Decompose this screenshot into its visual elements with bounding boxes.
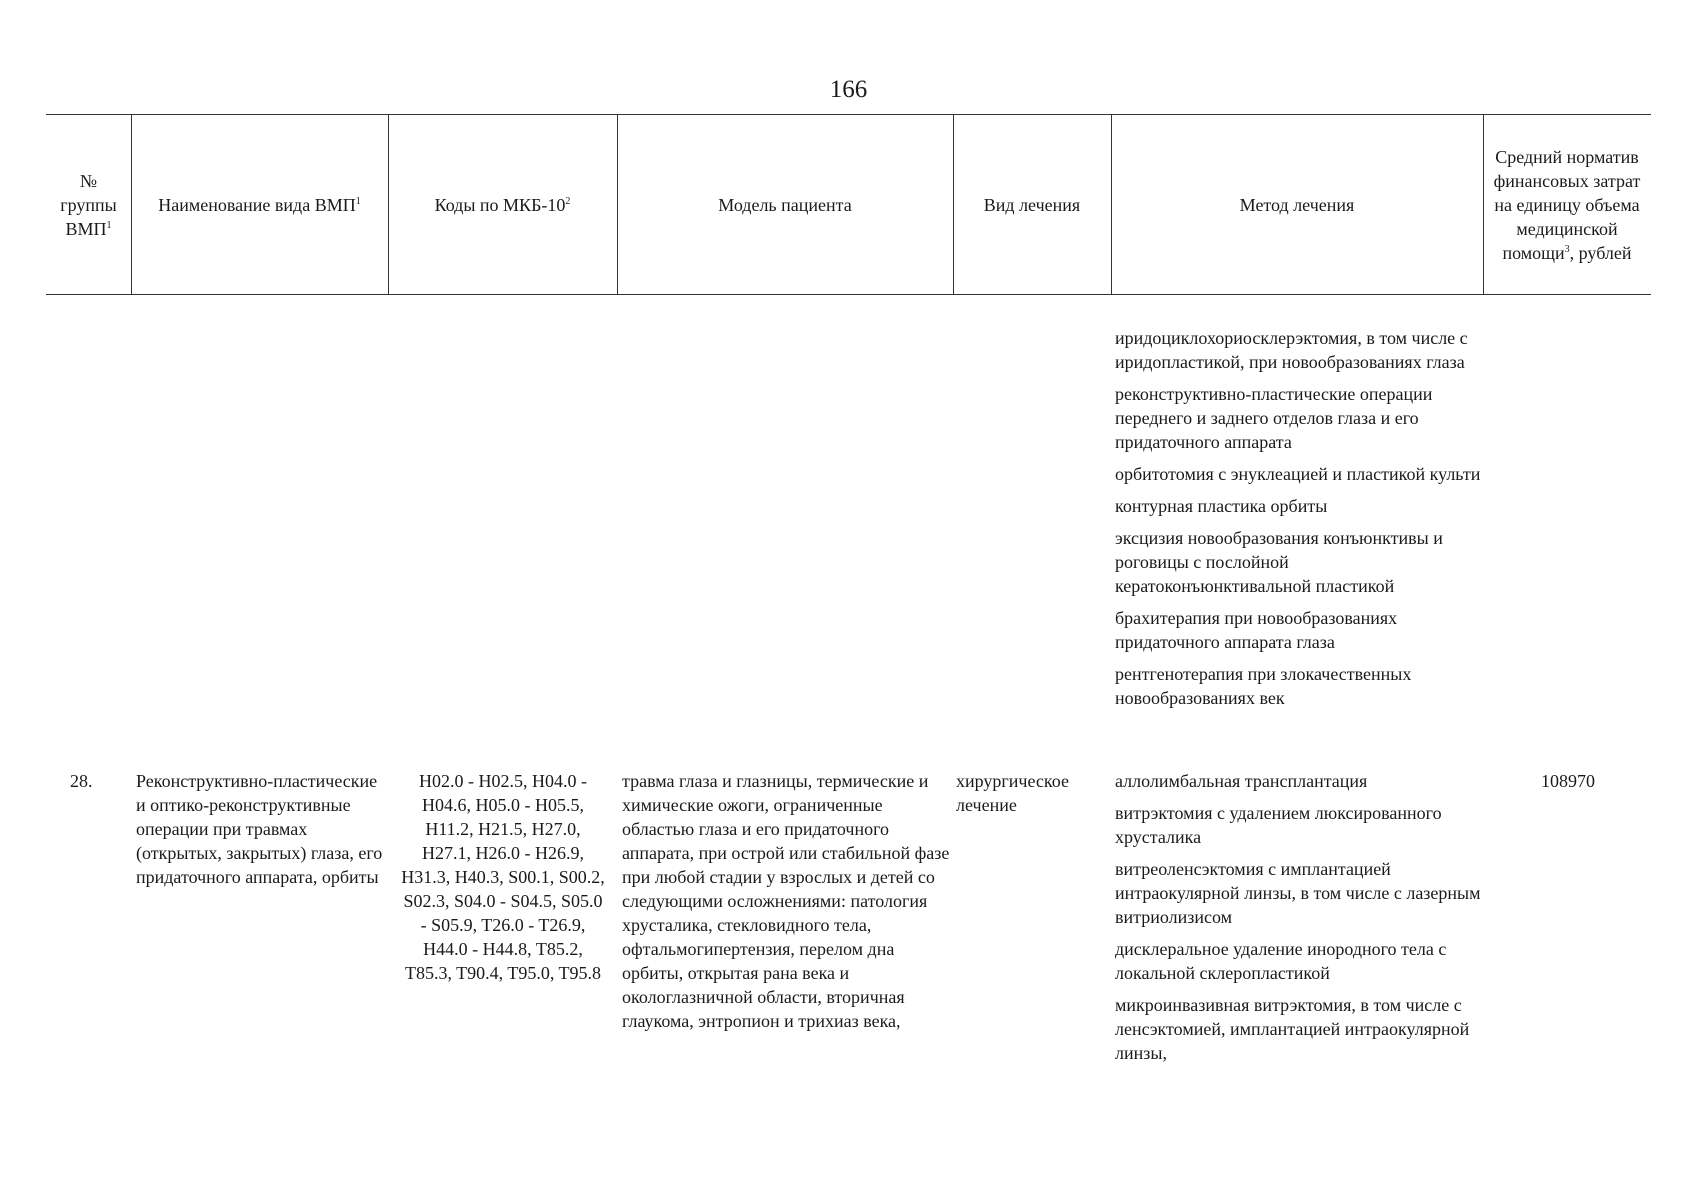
footnote-marker: 1	[106, 219, 112, 231]
row-28-average-cost: 108970	[1541, 771, 1595, 791]
method-item: орбитотомия с энуклеацией и пластикой культи	[1115, 464, 1481, 484]
method-item: микроинвазивная витрэктомия, в том числе с ленсэктомией, имплантацией интраокулярной линзы,	[1115, 995, 1470, 1063]
header-vmp-name-label: Наименование вида ВМП	[158, 194, 356, 215]
header-patient-model: Модель пациента	[718, 194, 852, 215]
header-treatment-type: Вид лечения	[983, 194, 1081, 215]
page-number: 166	[829, 76, 868, 103]
header-group-number	[46, 115, 131, 294]
header-average-cost-label: Средний норматив финансовых затрат на единицу объема медицинской помощи	[1493, 146, 1641, 263]
method-item: контурная пластика орбиты	[1115, 496, 1328, 516]
method-item: брахитерапия при новообразованиях придаточного аппарата глаза	[1115, 608, 1398, 652]
method-item: аллолимбальная трансплантация	[1115, 771, 1368, 791]
row-28-patient-model: травма глаза и глазницы, термические и химические ожоги, ограниченные областью глаза и его придаточного аппарата, при острой или стабильной фазе при любой стадии у взрослых и детей со следующими осложнениями: патология хрусталика, стекловидного тела, офтальмогипертензия, перелом дна орбиты, открытая рана века и окологлазничной области, вторичная глаукома, энтропион и трихиаз века,	[622, 771, 950, 1031]
footnote-marker: 3	[1564, 243, 1570, 255]
row-28-vmp-name: Реконструктивно-пластические и оптико-реконструктивные операции при травмах (открытых, закрытых) глаза, его придаточного аппарата, орбиты	[136, 771, 383, 887]
row-28-icd-codes: H02.0 - H02.5, H04.0 - H04.6, H05.0 - H05.5, H11.2, H21.5, H27.0, H27.1, H26.0 - H26.9, H31.3, H40.3, S00.1, S00.2, S02.3, S04.0 - S04.5, S05.0 - S05.9, T26.0 - T26.9, H44.0 - H44.8, T85.2, T85.3, T90.4, T95.0, T95.8	[401, 771, 605, 983]
method-item: эксцизия новообразования конъюнктивы и роговицы с послойной кератоконъюнктивальной пластикой	[1115, 528, 1443, 596]
header-treatment-method: Метод лечения	[1239, 194, 1355, 215]
method-item: реконструктивно-пластические операции переднего и заднего отделов глаза и его придаточного аппарата	[1115, 384, 1433, 452]
row-28-treatment-type: хирургическое лечение	[956, 771, 1069, 815]
method-item: витрэктомия с удалением люксированного хрусталика	[1115, 803, 1442, 847]
header-icd-codes	[388, 115, 617, 294]
header-average-cost-unit: , рублей	[1569, 242, 1632, 263]
row-28-methods-list	[1115, 769, 1485, 1073]
continued-methods-list	[1115, 326, 1485, 718]
header-icd-codes-label: Коды по МКБ-10	[434, 194, 566, 215]
method-item: дисклеральное удаление инородного тела с локальной склеропластикой	[1115, 939, 1447, 983]
table-header	[46, 114, 1651, 295]
footnote-marker: 2	[565, 195, 571, 207]
footnote-marker: 1	[355, 195, 361, 207]
method-item: витреоленсэктомия с имплантацией интраокулярной линзы, в том числе с лазерным витриолизисом	[1115, 859, 1481, 927]
method-item: рентгенотерапия при злокачественных новообразованиях век	[1115, 664, 1412, 708]
header-group-number-label: № группы ВМП	[60, 170, 117, 239]
header-average-cost	[1483, 115, 1651, 294]
row-28-number: 28.	[70, 771, 93, 791]
method-item: иридоциклохориосклерэктомия, в том числе с иридопластикой, при новообразованиях глаза	[1115, 328, 1468, 372]
header-vmp-name	[131, 115, 388, 294]
